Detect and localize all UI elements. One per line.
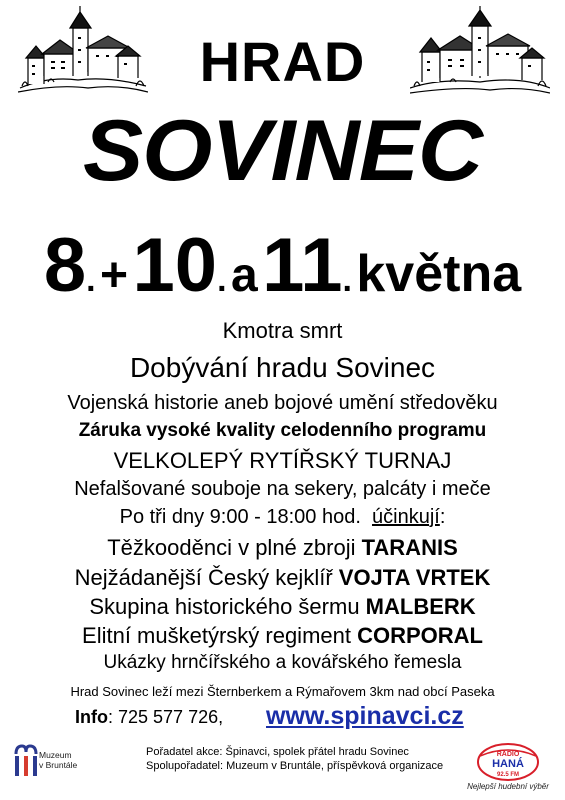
museum-name-line1: Muzeum	[39, 750, 72, 760]
performer-desc: Skupina historického šermu	[89, 594, 366, 619]
info-phone: : 725 577 726,	[108, 707, 224, 727]
performer-desc: Těžkooděnci v plné zbroji	[107, 535, 362, 560]
radio-slogan: Nejlepší hudební výběr	[467, 782, 549, 791]
date-plus: +	[100, 249, 129, 302]
organizer-co: Spolupořadatel: Muzeum v Bruntále, příspěvková organizace	[146, 760, 444, 772]
date-and: a	[230, 249, 258, 302]
program-remesla: Ukázky hrnčířského a kovářského řemesla	[103, 652, 462, 673]
performer-corporal	[0, 623, 565, 649]
info-label: Info	[75, 707, 108, 727]
performers-colon: :	[439, 506, 446, 528]
museum-name-line2: v Bruntále	[39, 760, 78, 770]
date-day-2: 10	[132, 223, 218, 308]
performer-desc: Nejžádanější Český kejklíř	[74, 565, 339, 590]
program-zaruka: Záruka vysoké kvality celodenního programu	[78, 420, 487, 441]
radio-brand-1: RADIO	[496, 751, 520, 758]
program-dobyvani: Dobývání hradu Sovinec	[129, 352, 436, 383]
date-month: května	[356, 245, 522, 303]
program-souboje: Nefalšované souboje na sekery, palcáty i meče	[74, 478, 491, 500]
program-vojenska: Vojenská historie aneb bojové umění středověku	[67, 392, 498, 414]
performer-malberk	[0, 594, 565, 620]
radio-brand-2: HANÁ	[492, 758, 524, 770]
date-dot-3: .	[342, 261, 352, 299]
organizer-main: Pořadatel akce: Špinavci, spolek přátel hradu Sovinec	[146, 746, 409, 758]
location-note: Hrad Sovinec leží mezi Šternberkem a Rýmařovem 3km nad obcí Paseka	[70, 684, 495, 699]
performer-name: TARANIS	[361, 535, 458, 560]
date-dot-1: .	[86, 261, 96, 299]
performers-label: účinkují	[372, 506, 440, 528]
performer-name: VOJTA VRTEK	[338, 565, 491, 590]
date-dot-2: .	[217, 261, 227, 299]
radio-hana-badge-icon	[460, 742, 556, 782]
performer-desc: Elitní mušketýrský regiment	[82, 623, 358, 648]
performer-name: MALBERK	[365, 594, 476, 619]
program-schedule	[0, 506, 565, 529]
organizers	[146, 745, 443, 773]
program-turnaj: VELKOLEPÝ RYTÍŘSKÝ TURNAJ	[113, 448, 452, 473]
performer-taranis	[0, 535, 565, 561]
performer-name: CORPORAL	[357, 623, 483, 648]
radio-hana-logo	[460, 742, 556, 794]
schedule-hours: Po tři dny 9:00 - 18:00 hod.	[119, 506, 361, 528]
website-link[interactable]: www.spinavci.cz	[266, 702, 464, 730]
program-kmotra: Kmotra smrt	[222, 318, 343, 343]
info-contact	[75, 707, 223, 728]
museum-logo-text	[39, 750, 77, 770]
performer-vojta-vrtek	[0, 565, 565, 591]
date-day-3: 11	[262, 223, 343, 308]
museum-m-icon	[14, 744, 38, 780]
radio-frequency: 92.5 FM	[496, 772, 520, 778]
museum-logo	[14, 742, 104, 786]
title-hrad: HRAD	[199, 30, 366, 93]
date-day-1: 8	[43, 223, 87, 308]
title-sovinec: SOVINEC	[82, 103, 483, 199]
event-dates	[0, 223, 565, 308]
